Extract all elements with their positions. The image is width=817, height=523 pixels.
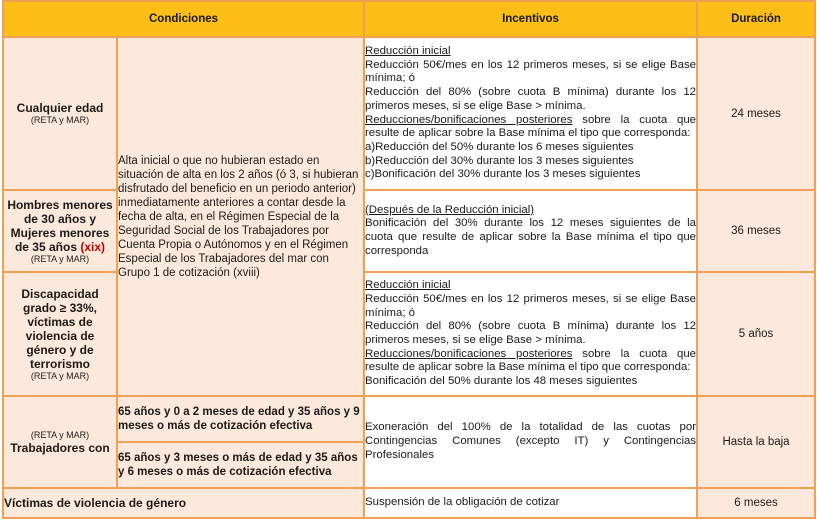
incentive-cell xyxy=(364,396,697,488)
incentive-title: Reducción inicial xyxy=(365,279,451,292)
regime-label: (RETA y MAR) xyxy=(30,115,90,125)
category-cell xyxy=(3,396,117,488)
incentive-text xyxy=(365,114,696,141)
regime-label: (RETA y MAR) xyxy=(30,429,90,440)
condition-cell: 65 años y 3 meses o más de edad y 35 años y 6 meses o más de cotización efectiva xyxy=(117,442,364,488)
category-cell xyxy=(3,37,117,190)
category-label: Hombres menores de 30 años y Mujeres menores de 35 años xyxy=(7,197,113,254)
header-duration: Duración xyxy=(697,1,815,37)
table-row xyxy=(3,396,815,442)
duration-cell: 36 meses xyxy=(697,190,815,272)
table-row xyxy=(3,488,815,518)
incentive-subtext: sobre la cuota que resulte de aplicar sobre la Base mínima el tipo que corresponda: xyxy=(365,347,697,374)
category-cell xyxy=(3,190,117,272)
incentive-subtitle: Reducciones/bonificaciones posteriores xyxy=(365,347,573,360)
incentive-cell xyxy=(364,272,697,396)
shared-condition-cell xyxy=(117,37,364,396)
condition-cell: 65 años y 0 a 2 meses de edad y 35 años y 9 meses o más de cotización efectiva xyxy=(117,396,364,442)
incentive-item: Bonificación del 50% durante los 48 meses siguientes xyxy=(365,375,638,388)
header-conditions: Condiciones xyxy=(3,1,364,37)
regime-label: (RETA y MAR) xyxy=(30,253,90,264)
header-incentives: Incentivos xyxy=(364,1,697,37)
incentive-text: Reducción 50€/mes en los 12 primeros meses, si se elige Base mínima; ó xyxy=(365,292,697,319)
incentive-text: Reducción del 80% (sobre cuota B mínima) durante los 12 primeros meses, si se elige Base > mínima. xyxy=(365,86,697,112)
regime-label: (RETA y MAR) xyxy=(30,370,90,381)
incentive-subtext: sobre la cuota que resulte de aplicar sobre la Base mínima el tipo que corresponda: xyxy=(365,113,697,140)
duration-cell: 6 meses xyxy=(697,488,815,518)
incentive-text xyxy=(365,348,696,375)
incentive-cell xyxy=(364,488,697,518)
incentive-text: Reducción 50€/mes en los 12 primeros meses, si se elige Base mínima; ó xyxy=(365,58,697,85)
incentive-title: Reducción inicial xyxy=(365,44,451,57)
incentive-item: b)Reducción del 30% durante los 3 meses siguientes xyxy=(365,154,634,167)
category-label: Discapacidad grado ≥ 33%, víctimas de violencia de género y de terrorismo xyxy=(21,286,99,371)
category-cell xyxy=(3,272,117,396)
duration-cell: 24 meses xyxy=(697,37,815,190)
incentive-cell xyxy=(364,37,697,190)
incentive-cell xyxy=(364,190,697,272)
incentives-table xyxy=(2,0,816,519)
table-row xyxy=(3,37,815,190)
duration-cell: Hasta la baja xyxy=(697,396,815,488)
duration-cell: 5 años xyxy=(697,272,815,396)
incentive-text: Reducción del 80% (sobre cuota B mínima) durante los 12 primeros meses, si se elige Base > mínima. xyxy=(365,320,697,346)
reference-marker: (xix) xyxy=(80,239,106,254)
category-label: Cualquier edad xyxy=(16,101,104,115)
header-row xyxy=(3,1,815,37)
category-cell: Víctimas de violencia de género xyxy=(3,488,364,518)
incentive-text: Exoneración del 100% de la totalidad de las cuotas por Contingencias Comunes (excepto IT) y Contingencias Profesionales xyxy=(365,421,697,461)
incentive-title: (Después de la Reducción inicial) xyxy=(365,203,535,216)
incentive-text: Bonificación del 30% durante los 12 meses siguientes de la cuota que resulte de aplicar sobre la Base mínima el tipo que corresponda xyxy=(365,217,697,257)
incentive-item: a)Reducción del 50% durante los 6 meses siguientes xyxy=(365,140,634,153)
category-label: Trabajadores con xyxy=(10,440,110,455)
incentive-subtitle: Reducciones/bonificaciones posteriores xyxy=(365,113,573,126)
incentive-item: c)Bonificación del 30% durante los 3 meses siguientes xyxy=(365,168,641,181)
shared-condition-text: Alta inicial o que no hubieran estado en situación de alta en los 2 años (ó 3, si hubieran disfrutado del beneficio en un periodo anterior) inmediatamente anteriores a contar desde la fecha de alta, en el Régimen Especial de la Seguridad Social de los Trabajadores por Cuenta Propia o Autónomos y en el Régimen Especial de los Trabajadores del mar con Grupo 1 de cotización (xviii) xyxy=(118,154,359,279)
incentive-text: Suspensión de la obligación de cotizar xyxy=(365,496,560,509)
